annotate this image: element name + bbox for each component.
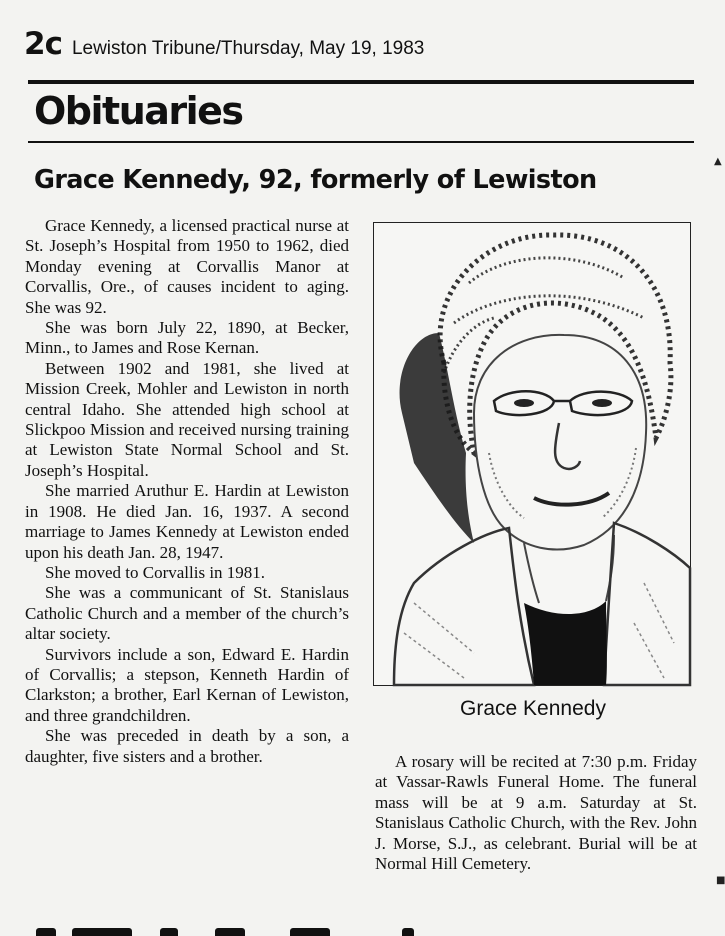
text-fragment	[290, 928, 330, 936]
photo-caption: Grace Kennedy	[460, 697, 606, 720]
page-number: 2c	[24, 26, 62, 62]
article-paragraph: She moved to Corvallis in 1981.	[45, 562, 266, 582]
text-fragment	[160, 928, 178, 936]
article-paragraph: Survivors include a son, Edward E. Hardin of Corvallis; a stepson, Kenneth Hardin of Clarkston; a brother, Earl Kernan of Lewiston, and three grandchildren.	[25, 644, 349, 725]
edge-mark: ■	[716, 875, 725, 886]
text-fragment	[72, 928, 132, 936]
article-paragraph: Grace Kennedy, a licensed practical nurse at St. Joseph’s Hospital from 1950 to 1962, died Monday evening at Corvallis Manor at Corvallis, Ore., of causes incident to aging. She was 92.	[25, 216, 349, 317]
article-paragraph: Between 1902 and 1981, she lived at Mission Creek, Mohler and Lewiston in north central Idaho. She attended high school at Slickpoo Mission and received nursing training at Lewiston State Normal School and St. Joseph’s Hospital.	[25, 358, 349, 480]
services-paragraph: A rosary will be recited at 7:30 p.m. Friday at Vassar-Rawls Funeral Home. The funeral mass will be at 9 a.m. Saturday at St. Stanislaus Catholic Church, with the Rev. John J. Morse, S.J., as celebrant. Burial will be at Normal Hill Cemetery.	[375, 752, 697, 874]
page-header	[24, 26, 584, 60]
text-fragment	[36, 928, 56, 936]
text-fragment	[402, 928, 414, 936]
section-rule-top	[28, 80, 694, 84]
article-paragraph: She was born July 22, 1890, at Becker, Minn., to James and Rose Kernan.	[25, 318, 349, 358]
article-paragraph: She was a communicant of St. Stanislaus Catholic Church and a member of the church’s altar society.	[25, 583, 349, 644]
next-headline-fragment	[30, 928, 710, 936]
section-title: Obituaries	[34, 89, 243, 133]
article-paragraph: She was preceded in death by a son, a daughter, five sisters and a brother.	[25, 726, 349, 766]
article-headline: Grace Kennedy, 92, formerly of Lewiston	[34, 165, 597, 195]
article-body-left-column	[25, 216, 349, 767]
section-rule-bottom	[28, 141, 694, 143]
masthead-dateline: Lewiston Tribune/Thursday, May 19, 1983	[71, 38, 425, 59]
article-body-right-column	[375, 752, 697, 874]
article-paragraph: She married Aruthur E. Hardin at Lewiston in 1908. He died Jan. 16, 1937. A second marriage to James Kennedy at Lewiston ended upon his death Jan. 28, 1947.	[25, 481, 349, 562]
text-fragment	[215, 928, 245, 936]
portrait-photo-icon	[374, 223, 690, 685]
portrait-photo	[373, 222, 691, 686]
edge-mark: ▲	[714, 156, 722, 167]
